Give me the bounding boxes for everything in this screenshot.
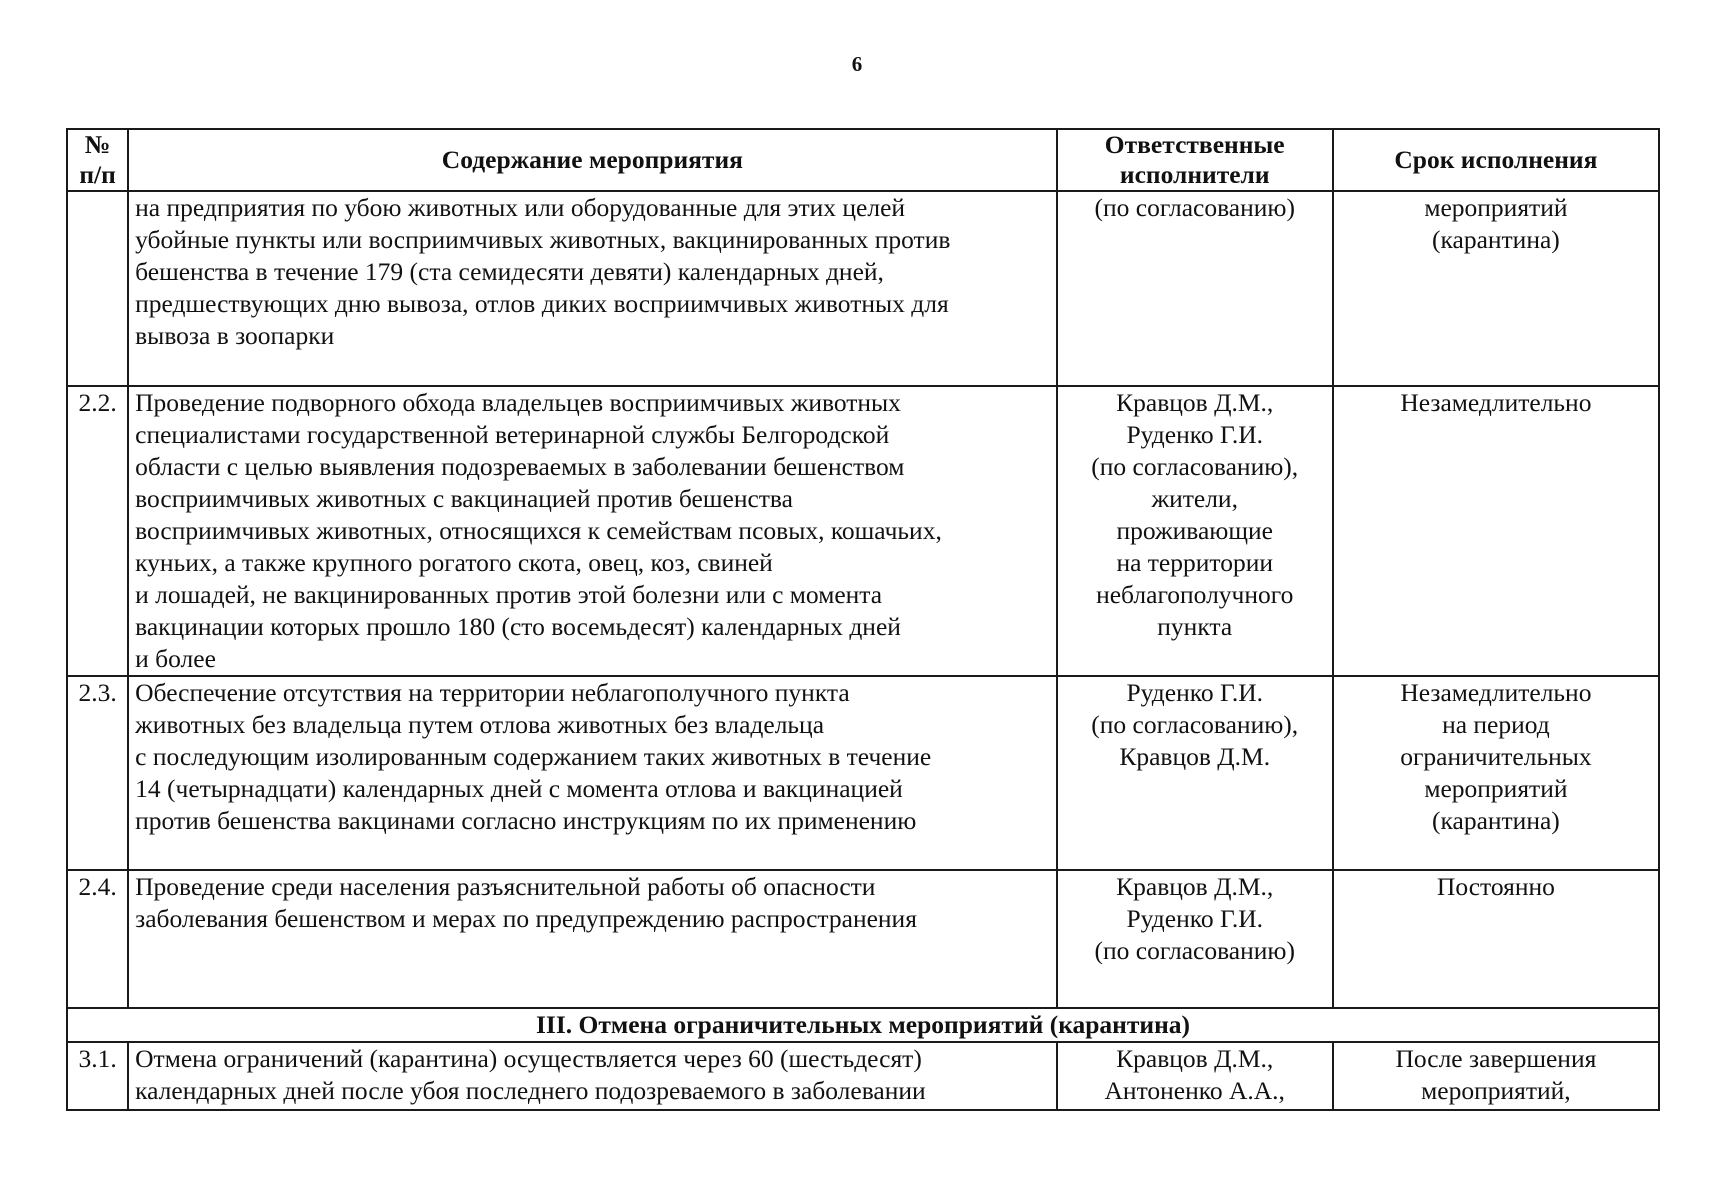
table-row: [67, 191, 1659, 386]
row-term: мероприятий (карантина): [1333, 191, 1659, 386]
row-num: [67, 191, 128, 386]
table-row: [67, 386, 1659, 676]
row-responsible: Кравцов Д.М., Руденко Г.И. (по согласованию): [1057, 870, 1333, 1008]
row-responsible: Кравцов Д.М., Руденко Г.И. (по согласованию), жители, проживающие на территории неблагополучного пункта: [1057, 386, 1333, 676]
row-num: 2.2.: [67, 386, 128, 676]
header-num: № п/п: [67, 129, 128, 191]
row-responsible: Кравцов Д.М., Антоненко А.А.,: [1057, 1042, 1333, 1110]
header-responsible: Ответственные исполнители: [1057, 129, 1333, 191]
row-num: 3.1.: [67, 1042, 128, 1110]
row-content: Проведение среди населения разъяснительной работы об опасности заболевания бешенством и мерах по предупреждению распространения: [128, 870, 1056, 1008]
row-term: После завершения мероприятий,: [1333, 1042, 1659, 1110]
section-heading-row: [67, 1008, 1659, 1042]
table-row: [67, 870, 1659, 1008]
row-num: 2.4.: [67, 870, 128, 1008]
row-term: Постоянно: [1333, 870, 1659, 1008]
row-num: 2.3.: [67, 676, 128, 870]
header-content: Содержание мероприятия: [128, 129, 1056, 191]
row-responsible: (по согласованию): [1057, 191, 1333, 386]
row-term: Незамедлительно: [1333, 386, 1659, 676]
row-content: Отмена ограничений (карантина) осуществляется через 60 (шестьдесят) календарных дней после убоя последнего подозреваемого в заболевании: [128, 1042, 1056, 1110]
header-term: Срок исполнения: [1333, 129, 1659, 191]
section-3-title: III. Отмена ограничительных мероприятий (карантина): [67, 1008, 1659, 1042]
row-content: на предприятия по убою животных или оборудованные для этих целей убойные пункты или восприимчивых животных, вакцинированных против бешенства в течение 179 (ста семидесяти девяти) календарных дней, предшествующих дню вывоза, отлов диких восприимчивых животных для вывоза в зоопарки: [128, 191, 1056, 386]
row-content: Проведение подворного обхода владельцев восприимчивых животных специалистами государственной ветеринарной службы Белгородской области с целью выявления подозреваемых в заболевании бешенством восприимчивых животных с вакцинацией против бешенства восприимчивых животных, относящихся к семействам псовых, кошачьих, куньих, а также крупного рогатого скота, овец, коз, свиней и лошадей, не вакцинированных против этой болезни или с момента вакцинации которых прошло 180 (сто восемьдесят) календарных дней и более: [128, 386, 1056, 676]
row-term: Незамедлительно на период ограничительных мероприятий (карантина): [1333, 676, 1659, 870]
measures-table: [66, 128, 1660, 1111]
row-content: Обеспечение отсутствия на территории неблагополучного пункта животных без владельца путем отлова животных без владельца с последующим изолированным содержанием таких животных в течение 14 (четырнадцати) календарных дней с момента отлова и вакцинацией против бешенства вакцинами согласно инструкциям по их применению: [128, 676, 1056, 870]
row-responsible: Руденко Г.И. (по согласованию), Кравцов Д.М.: [1057, 676, 1333, 870]
table-row: [67, 1042, 1659, 1110]
page-number: 6: [851, 52, 863, 76]
table-header-row: [67, 129, 1659, 191]
table-row: [67, 676, 1659, 870]
